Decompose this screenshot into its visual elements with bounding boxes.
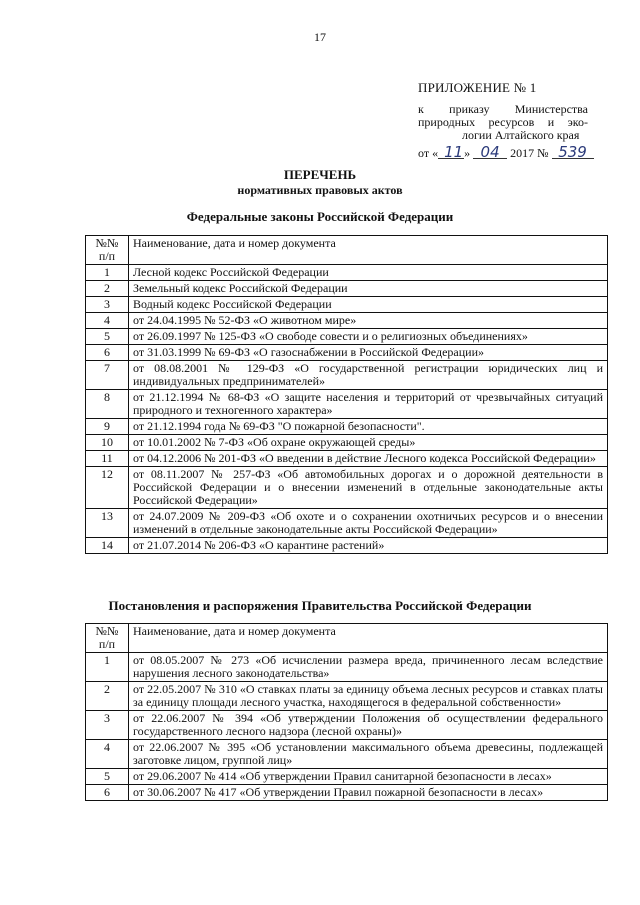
row-document-name: от 08.05.2007 № 273 «Об исчислении размера вреда, причиненного лесам вследствие нарушения лесного законодательства»	[129, 653, 608, 682]
order-word-ministry: Министерства	[514, 102, 588, 116]
order-word-and: и	[547, 115, 555, 129]
table-row	[86, 329, 608, 345]
row-number: 1	[86, 265, 129, 281]
row-number: 1	[86, 653, 129, 682]
table-row	[86, 313, 608, 329]
table-row	[86, 435, 608, 451]
row-number: 3	[86, 711, 129, 740]
order-word-resources: ресурсов	[488, 115, 535, 129]
column-number-line1: №№	[95, 236, 119, 250]
row-document-name: от 30.06.2007 № 417 «Об утверждении Правил пожарной безопасности в лесах»	[129, 785, 608, 801]
row-document-name: от 08.11.2007 № 257-ФЗ «Об автомобильных дорогах и о дорожной деятельности в Российской Федерации и о внесении изменений в отдельные законодательные акты Российской Федерации»	[129, 467, 608, 509]
table-row	[86, 419, 608, 435]
row-document-name: Лесной кодекс Российской Федерации	[129, 265, 608, 281]
table-header-row	[86, 624, 608, 653]
column-number-header	[86, 236, 129, 265]
order-line-3: логии Алтайского края	[462, 128, 580, 142]
row-document-name: от 21.07.2014 № 206-ФЗ «О карантине растений»	[129, 538, 608, 554]
row-document-name: от 22.06.2007 № 395 «Об установлении максимального объема древесины, подлежащей заготовке лицом, группой лиц»	[129, 740, 608, 769]
table-row	[86, 785, 608, 801]
table-row	[86, 390, 608, 419]
order-word-prikazu: приказу	[449, 102, 490, 116]
date-prefix: от «	[418, 146, 439, 160]
order-word-natural: природных	[418, 115, 476, 129]
row-document-name: от 24.07.2009 № 209-ФЗ «Об охоте и о сохранении охотничьих ресурсов и о внесении изменений в отдельные законодательные акты Российской Федерации»	[129, 509, 608, 538]
table-row	[86, 467, 608, 509]
row-number: 4	[86, 740, 129, 769]
row-document-name: от 26.09.1997 № 125-ФЗ «О свободе совести и о религиозных объединениях»	[129, 329, 608, 345]
row-document-name: от 21.12.1994 № 68-ФЗ «О защите населения и территорий от чрезвычайных ситуаций природного и техногенного характера»	[129, 390, 608, 419]
appendix-order-reference	[418, 103, 588, 142]
table-row	[86, 281, 608, 297]
table-row	[86, 769, 608, 785]
date-month-handwritten: 04	[473, 146, 507, 159]
table-row	[86, 345, 608, 361]
table-row	[86, 682, 608, 711]
table-row	[86, 297, 608, 313]
row-number: 6	[86, 785, 129, 801]
row-document-name: Земельный кодекс Российской Федерации	[129, 281, 608, 297]
row-document-name: от 31.03.1999 № 69-ФЗ «О газоснабжении в Российской Федерации»	[129, 345, 608, 361]
row-number: 13	[86, 509, 129, 538]
row-number: 12	[86, 467, 129, 509]
table-row	[86, 711, 608, 740]
date-year: 2017 №	[510, 146, 549, 160]
row-document-name: Водный кодекс Российской Федерации	[129, 297, 608, 313]
section-government-decrees-heading: Постановления и распоряжения Правительства Российской Федерации	[108, 598, 532, 613]
government-decrees-table	[85, 623, 608, 801]
column-number-line1: №№	[95, 624, 119, 638]
row-document-name: от 24.04.1995 № 52-ФЗ «О животном мире»	[129, 313, 608, 329]
table-row	[86, 451, 608, 467]
order-date-line	[418, 143, 594, 161]
order-word-k: к	[418, 102, 424, 116]
section-federal-laws-heading: Федеральные законы Российской Федерации	[186, 209, 454, 224]
row-number: 9	[86, 419, 129, 435]
row-document-name: от 22.05.2007 № 310 «О ставках платы за единицу объема лесных ресурсов и ставках платы за единицу площади лесного участка, находящегося в федеральной собственности»	[129, 682, 608, 711]
row-number: 2	[86, 682, 129, 711]
row-document-name: от 29.06.2007 № 414 «Об утверждении Правил санитарной безопасности в лесах»	[129, 769, 608, 785]
row-number: 5	[86, 769, 129, 785]
table-row	[86, 740, 608, 769]
order-number-handwritten: 539	[552, 146, 594, 159]
column-number-line2: п/п	[98, 637, 116, 651]
table-row	[86, 653, 608, 682]
row-document-name: от 10.01.2002 № 7-ФЗ «Об охране окружающей среды»	[129, 435, 608, 451]
row-document-name: от 21.12.1994 года № 69-ФЗ "О пожарной безопасности".	[129, 419, 608, 435]
row-number: 10	[86, 435, 129, 451]
document-title: ПЕРЕЧЕНЬ	[283, 167, 357, 182]
table-row	[86, 265, 608, 281]
row-number: 7	[86, 361, 129, 390]
table-row	[86, 361, 608, 390]
row-number: 11	[86, 451, 129, 467]
appendix-title: ПРИЛОЖЕНИЕ № 1	[418, 80, 537, 95]
row-number: 4	[86, 313, 129, 329]
date-day-handwritten: 11	[438, 146, 464, 159]
table-header-row	[86, 236, 608, 265]
column-name-header: Наименование, дата и номер документа	[129, 624, 608, 653]
date-mid: »	[464, 146, 471, 160]
table-row	[86, 538, 608, 554]
column-number-line2: п/п	[98, 249, 116, 263]
row-document-name: от 04.12.2006 № 201-ФЗ «О введении в действие Лесного кодекса Российской Федерации»	[129, 451, 608, 467]
page-number: 17	[314, 30, 326, 44]
table-row	[86, 509, 608, 538]
row-number: 14	[86, 538, 129, 554]
row-document-name: от 22.06.2007 № 394 «Об утверждении Положения об осуществлении федерального государственного лесного надзора (лесной охраны)»	[129, 711, 608, 740]
document-subtitle: нормативных правовых актов	[237, 183, 403, 197]
row-number: 2	[86, 281, 129, 297]
row-number: 6	[86, 345, 129, 361]
row-number: 5	[86, 329, 129, 345]
row-number: 8	[86, 390, 129, 419]
column-name-header: Наименование, дата и номер документа	[129, 236, 608, 265]
row-document-name: от 08.08.2001 № 129-ФЗ «О государственной регистрации юридических лиц и индивидуальных предпринимателей»	[129, 361, 608, 390]
federal-laws-table	[85, 235, 608, 554]
order-word-eco: эко-	[567, 115, 588, 129]
row-number: 3	[86, 297, 129, 313]
column-number-header	[86, 624, 129, 653]
